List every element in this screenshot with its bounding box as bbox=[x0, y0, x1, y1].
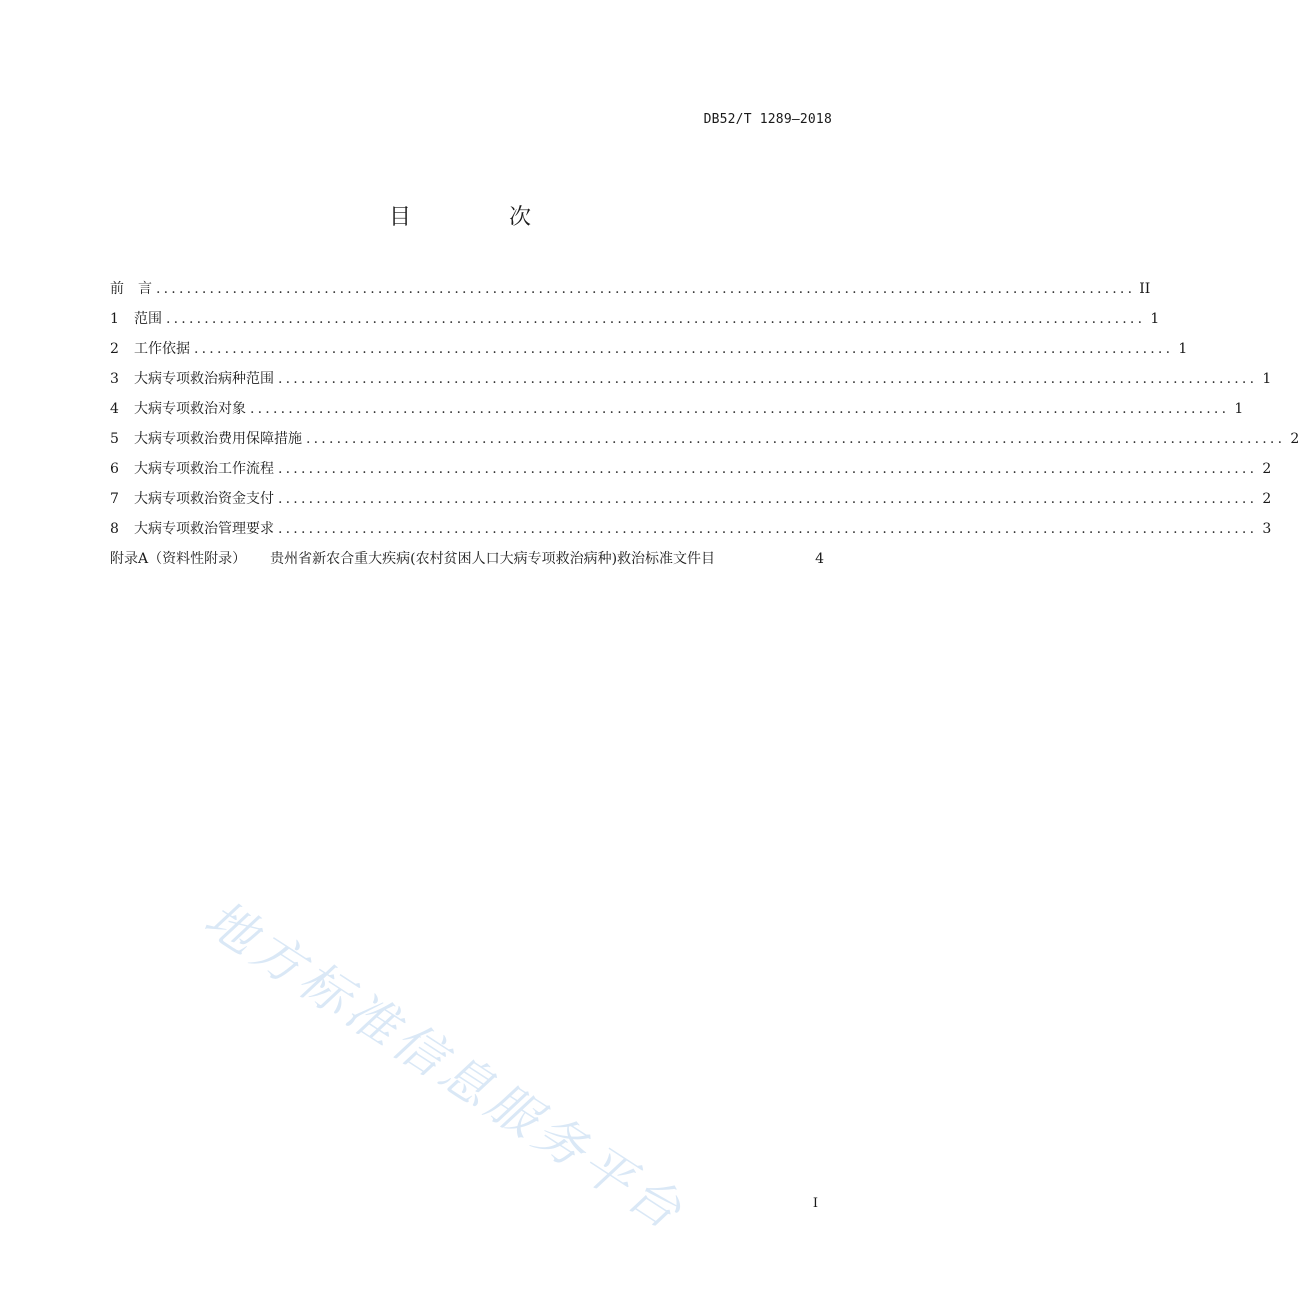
toc-entry-3[interactable] bbox=[110, 368, 1272, 398]
toc-entry-label: 范围 bbox=[134, 311, 162, 327]
standard-code: DB52/T 1289—2018 bbox=[703, 112, 832, 127]
toc-leader-dots: ................................................................................................................................ bbox=[278, 371, 1258, 387]
toc-entry-page: 1 bbox=[1234, 401, 1244, 417]
toc-entry-label: 大病专项救治工作流程 bbox=[134, 461, 274, 477]
toc-entry-8[interactable] bbox=[110, 518, 1272, 548]
toc-entry-label: 前 言 bbox=[110, 281, 152, 297]
toc-entry-label: 大病专项救治费用保障措施 bbox=[134, 431, 302, 447]
toc-entry-page: 1 bbox=[1262, 371, 1272, 387]
toc-entry-page: II bbox=[1139, 281, 1151, 297]
toc-entry-label: 大病专项救治资金支付 bbox=[134, 491, 274, 507]
toc-entry-number: 3 bbox=[110, 371, 119, 387]
toc-entry-number: 4 bbox=[110, 401, 119, 417]
toc-entry-page: 4 bbox=[815, 551, 824, 567]
page-number: I bbox=[812, 1196, 818, 1211]
toc-entry-number: 2 bbox=[110, 341, 119, 357]
toc-entry-foreword[interactable] bbox=[110, 278, 1151, 308]
toc-entry-label: 大病专项救治病种范围 bbox=[134, 371, 274, 387]
toc-entry-annex-a[interactable] bbox=[110, 548, 824, 578]
toc-leader-dots: ................................................................................................................................ bbox=[278, 491, 1258, 507]
page-title: 目 次 bbox=[388, 205, 569, 230]
toc-entry-page: 1 bbox=[1150, 311, 1160, 327]
toc-leader-dots: ................................................................................................................................ bbox=[306, 431, 1286, 447]
toc-entry-7[interactable] bbox=[110, 488, 1272, 518]
toc-entry-page: 3 bbox=[1262, 521, 1272, 537]
toc-leader-dots: ................................................................................................................................ bbox=[278, 461, 1258, 477]
toc-entry-label: 大病专项救治对象 bbox=[134, 401, 246, 417]
toc-entry-label: 工作依据 bbox=[134, 341, 190, 357]
toc-entry-page: 1 bbox=[1178, 341, 1188, 357]
toc-entry-page: 2 bbox=[1290, 431, 1299, 447]
toc-entry-label: 大病专项救治管理要求 bbox=[134, 521, 274, 537]
toc-leader-dots: ................................................................................................................................ bbox=[166, 311, 1146, 327]
toc-leader-dots: ................................................................................................................................ bbox=[278, 521, 1258, 537]
toc-entry-number: 8 bbox=[110, 521, 119, 537]
toc-entry-number: 7 bbox=[110, 491, 119, 507]
watermark: 地方标准信息服务平台 bbox=[194, 889, 696, 1243]
toc-entry-number: 5 bbox=[110, 431, 119, 447]
toc-entry-page: 2 bbox=[1262, 491, 1272, 507]
toc-entry-4[interactable] bbox=[110, 398, 1244, 428]
toc-entry-page: 2 bbox=[1262, 461, 1272, 477]
toc-entry-5[interactable] bbox=[110, 428, 1299, 458]
toc-annex-title: 贵州省新农合重大疾病(农村贫困人口大病专项救治病种)救治标准文件目 bbox=[270, 551, 716, 567]
toc-entry-1[interactable] bbox=[110, 308, 1160, 338]
toc-entry-2[interactable] bbox=[110, 338, 1188, 368]
toc-entry-6[interactable] bbox=[110, 458, 1272, 488]
toc-leader-dots: ................................................................................................................................ bbox=[156, 281, 1136, 297]
toc-leader-dots: ................................................................................................................................ bbox=[194, 341, 1174, 357]
toc-entry-number: 1 bbox=[110, 311, 119, 327]
toc-entry-number: 6 bbox=[110, 461, 119, 477]
table-of-contents bbox=[110, 278, 1299, 578]
toc-leader-dots: ................................................................................................................................ bbox=[250, 401, 1230, 417]
toc-annex-label: 附录A（资料性附录） bbox=[110, 551, 247, 567]
